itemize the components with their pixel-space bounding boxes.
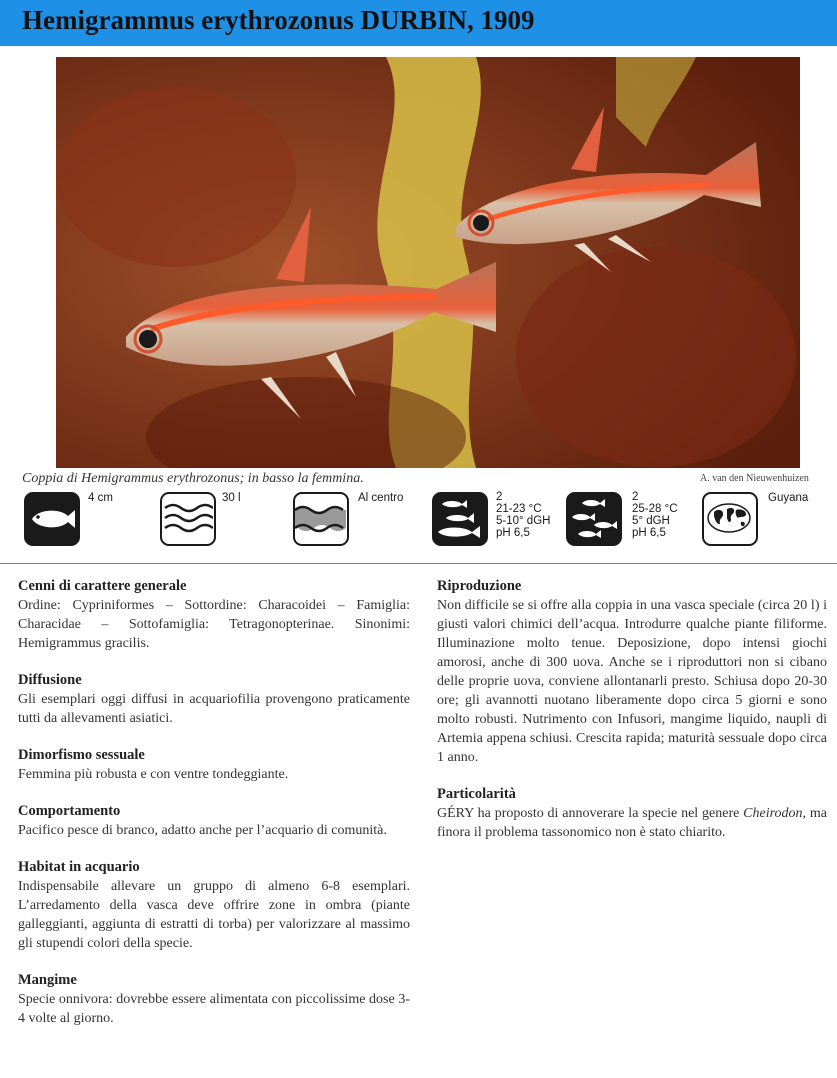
fish-size-icon bbox=[24, 492, 80, 546]
section-title: Mangime bbox=[18, 972, 77, 988]
section-text: Specie onnivora: dovrebbe essere alimentata con piccolissime dose 3-4 volte al giorno. bbox=[18, 992, 410, 1026]
section-text: Indispensabile allevare un gruppo di almeno 6-8 esemplari. L’arredamento della vasca deve offrire zone in ombra (piante galleggianti, aggiunta di estratti di torba) per valorizzare al massimo gli stupendi colori della specie. bbox=[18, 879, 410, 951]
section-text: Gli esemplari oggi diffusi in acquariofilia provengono praticamente tutti da allevamenti asiatici. bbox=[18, 692, 410, 726]
notes-text-after: , ma finora il problema tassonomico non è stato chiarito. bbox=[437, 806, 827, 840]
notes-text-before: GÉRY ha proposto di annoverare la specie nel genere bbox=[437, 806, 744, 821]
section-title: Cenni di carattere generale bbox=[18, 578, 187, 594]
maintenance-params bbox=[496, 491, 550, 539]
breeding-params bbox=[632, 491, 678, 539]
section-food bbox=[18, 971, 410, 1028]
section-general bbox=[18, 577, 410, 653]
fish-photo-illustration bbox=[56, 57, 800, 468]
section-text: Pacifico pesce di branco, adatto anche per l’acquario di comunità. bbox=[18, 823, 387, 838]
species-title: Hemigrammus erythrozonus DURBIN, 1909 bbox=[22, 5, 535, 35]
maintenance-hardness: 5-10° dGH bbox=[496, 515, 551, 527]
breeding-hardness: 5° dGH bbox=[632, 515, 670, 527]
breeding-temperature: 25-28 °C bbox=[632, 503, 678, 515]
section-notes bbox=[437, 785, 827, 842]
tank-volume-icon bbox=[160, 492, 216, 546]
breeding-water-icon bbox=[566, 492, 622, 546]
section-title: Riproduzione bbox=[437, 578, 522, 594]
maintenance-ph: pH 6,5 bbox=[496, 527, 530, 539]
right-column bbox=[437, 577, 827, 860]
section-behaviour bbox=[18, 802, 410, 840]
swim-zone-icon bbox=[293, 492, 349, 546]
section-title: Particolarità bbox=[437, 786, 516, 802]
tank-volume-value: 30 l bbox=[222, 492, 241, 504]
fish-size-value: 4 cm bbox=[88, 492, 113, 504]
section-title: Diffusione bbox=[18, 672, 82, 688]
section-title: Comportamento bbox=[18, 803, 121, 819]
photo-caption: Coppia di Hemigrammus erythrozonus; in basso la femmina. bbox=[22, 471, 364, 486]
section-text bbox=[437, 804, 827, 842]
water-maintenance-icon bbox=[432, 492, 488, 546]
section-title: Dimorfismo sessuale bbox=[18, 747, 145, 763]
genus-name: Cheirodon bbox=[743, 806, 803, 821]
origin-value: Guyana bbox=[768, 492, 809, 504]
swim-zone-value: Al centro bbox=[358, 492, 404, 504]
section-text: Non difficile se si offre alla coppia in una vasca speciale (circa 20 l) i giusti valori chimici dell’acqua. Introdurre qualche piante filiforme. Illuminazione molto tenue. Deposizione, dopo intensi giochi amorosi, anche di 300 uova. Anche se i riproduttori non si cibano delle proprie uova, conviene allontanarli presto. Schiusa dopo 20-30 ore; gli avannotti nuotano liberamente dopo circa 5 giorni e sono molto robusti. Nutrimento con Infusori, mangime liquido, naupli di Artemia appena schiusi. Crescita rapida; maturità sessuale dopo circa 1 anno. bbox=[437, 598, 827, 765]
title-banner bbox=[0, 0, 837, 46]
section-title: Habitat in acquario bbox=[18, 859, 140, 875]
photo-credit: A. van den Nieuwenhuizen bbox=[700, 473, 809, 484]
maintenance-number: 2 bbox=[496, 491, 503, 503]
left-column bbox=[18, 577, 410, 1046]
section-reproduction bbox=[437, 577, 827, 767]
maintenance-temperature: 21-23 °C bbox=[496, 503, 542, 515]
section-text: Ordine: Cypriniformes – Sottordine: Characoidei – Famiglia: Characidae – Sottofamiglia: Tetragonopterinae. Sinonimi: Hemigrammus gracilis. bbox=[18, 598, 410, 651]
section-distribution bbox=[18, 671, 410, 728]
world-map-icon bbox=[702, 492, 758, 546]
breeding-ph: pH 6,5 bbox=[632, 527, 666, 539]
section-habitat bbox=[18, 858, 410, 953]
fish-photo bbox=[56, 57, 800, 468]
section-text: Femmina più robusta e con ventre tondeggiante. bbox=[18, 767, 289, 782]
breeding-number: 2 bbox=[632, 491, 639, 503]
section-sexual-dimorphism bbox=[18, 746, 410, 784]
section-divider bbox=[0, 563, 837, 564]
